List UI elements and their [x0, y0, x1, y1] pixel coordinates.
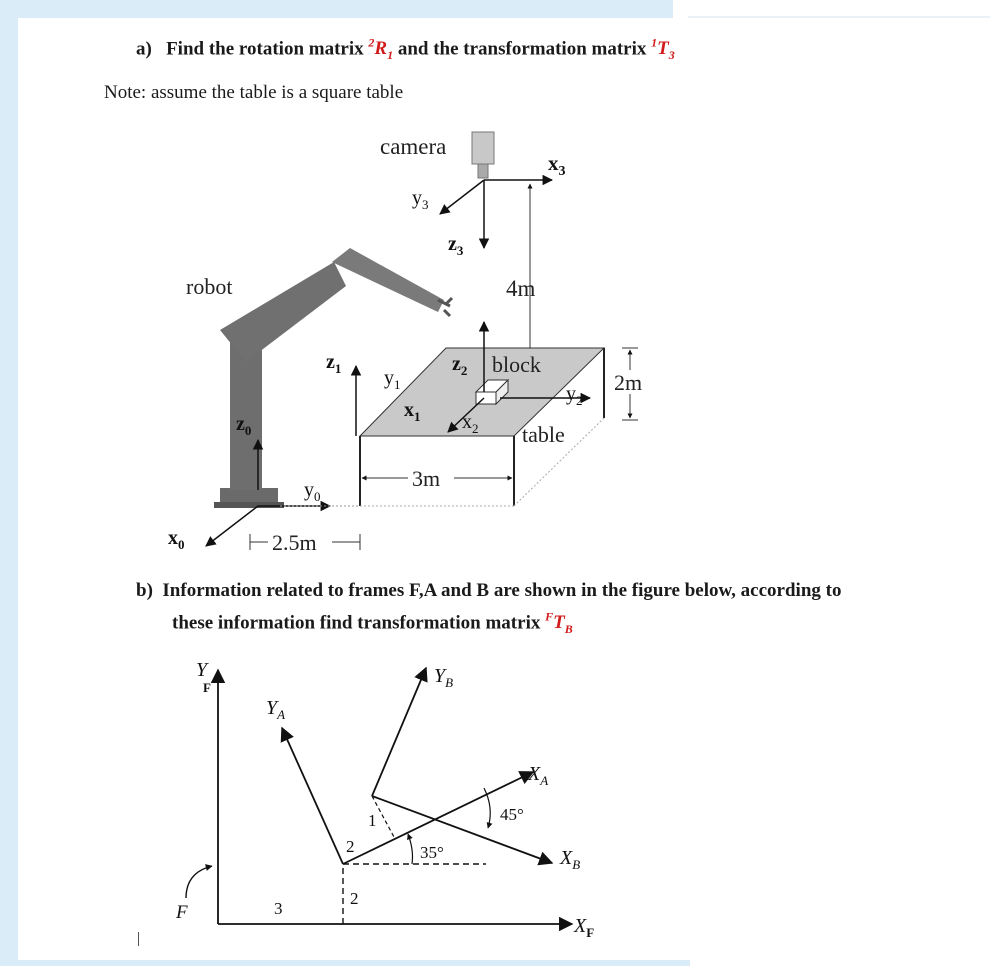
dim-3-label: 3 [274, 899, 283, 918]
question-a-text-1: Find the rotation matrix [166, 38, 369, 60]
z1-label: $z_1$ [326, 351, 342, 376]
F-label: F [176, 902, 188, 923]
dim-4m-label: 4m [506, 276, 536, 301]
dim-2m-label: 2m [614, 370, 643, 395]
camera-label: camera [380, 134, 447, 159]
question-b [136, 580, 841, 602]
XF-label: $X_F$ [574, 915, 595, 940]
z2-label: $z_2$ [452, 353, 468, 378]
question-a-text-2: and the transformation matrix [393, 38, 652, 60]
dim-3m-label: 3m [412, 466, 441, 491]
y1-label: $y_1$ [384, 367, 401, 392]
frame-bottom-border [0, 960, 690, 966]
figure-b-frames [0, 640, 990, 960]
angle-45-label: 45° [500, 805, 524, 824]
dim-2-vertical-label: 2 [350, 889, 359, 908]
y3-label: $y_3$ [412, 187, 429, 212]
x2-label: $x_2$ [462, 411, 479, 436]
transformation-matrix-symbol: $^1T_3$ [651, 36, 675, 63]
z3-label: $z_3$ [448, 233, 464, 258]
camera-lens [478, 164, 488, 178]
question-b-line1: Information related to frames F,A and B are shown in the figure below, according to [162, 580, 842, 601]
question-b-label: b) [136, 580, 153, 601]
z0-label: $z_0$ [236, 413, 252, 438]
note-text: Note: assume the table is a square table [104, 82, 404, 103]
YF-label: Y F [196, 659, 211, 695]
text-cursor [138, 932, 139, 946]
angle-35-arc [408, 834, 413, 864]
F-pointer [186, 866, 212, 898]
table-label: table [522, 422, 565, 447]
YB-axis [372, 668, 426, 796]
question-b-line2: these information find transformation matrix [172, 612, 546, 634]
x0-label: $x_0$ [168, 527, 185, 552]
dim-2-along-label: 2 [346, 837, 355, 856]
angle-35-label: 35° [420, 843, 444, 862]
x3-label: $x_3$ [548, 151, 566, 179]
robot-upper-arm [220, 262, 346, 362]
dim-25m-label: 2.5m [272, 530, 317, 555]
block-label: block [492, 352, 541, 377]
YA-axis [282, 728, 343, 864]
dim-1-label: 1 [368, 811, 377, 830]
question-b-line2-wrap [172, 610, 573, 637]
y2-label: $y_2$ [566, 383, 583, 408]
robot-forearm [332, 248, 444, 312]
YA-label: $Y_A$ [266, 697, 286, 722]
robot-base-plate [214, 502, 284, 508]
YB-label: $Y_B$ [434, 665, 454, 690]
x1-label: $x_1$ [404, 399, 421, 424]
robot-label: robot [186, 274, 233, 299]
XB-label: $X_B$ [560, 847, 581, 872]
fTb-matrix-symbol: $^FT_B$ [545, 610, 573, 637]
rotation-matrix-symbol: $^2R_1$ [368, 36, 394, 63]
y3-axis [440, 180, 484, 214]
camera-body [472, 132, 494, 164]
question-a-label: a) [136, 38, 152, 60]
XA-label: $X_A$ [528, 763, 549, 788]
y0-label: $y_0$ [304, 479, 321, 504]
